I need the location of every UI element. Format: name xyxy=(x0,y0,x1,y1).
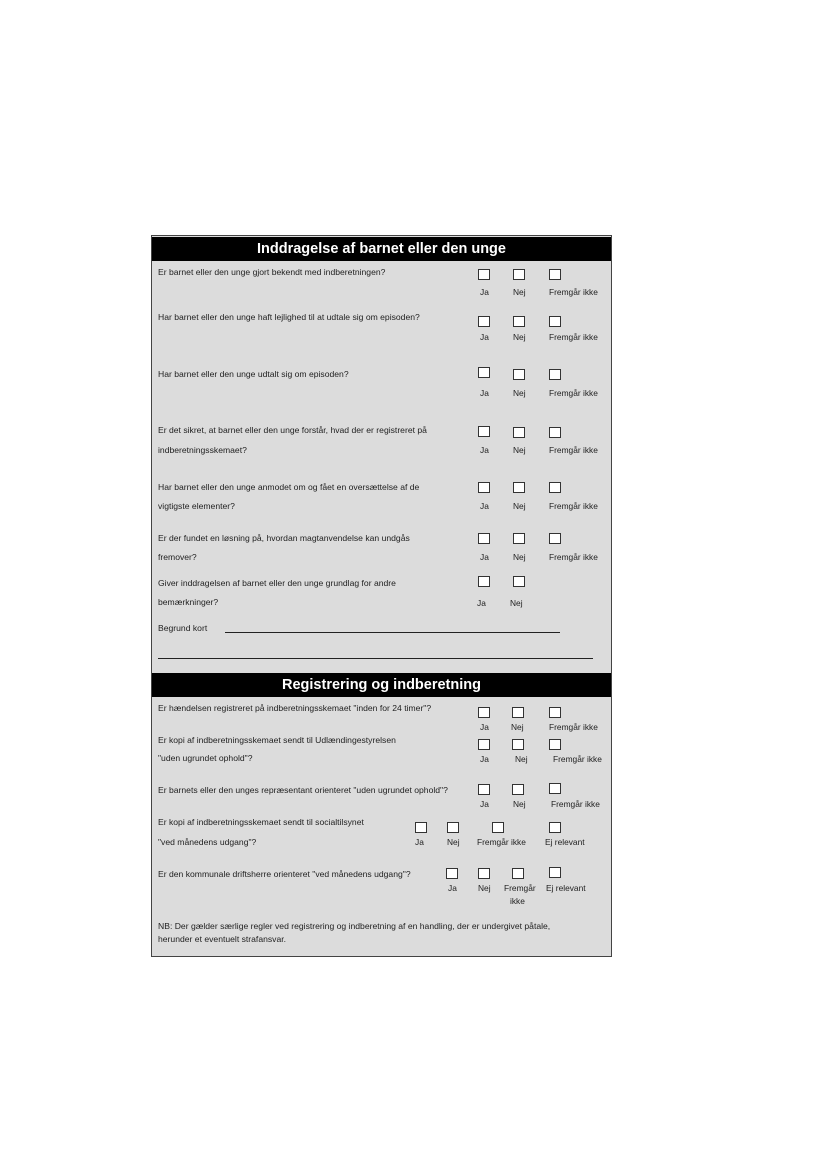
label-fremgaar-ikke: Fremgår ikke xyxy=(549,722,598,732)
begrund-kort-label: Begrund kort xyxy=(158,623,208,633)
label-ej-relevant: Ej relevant xyxy=(545,837,585,847)
label-nej: Nej xyxy=(513,388,526,398)
label-nej: Nej xyxy=(478,883,491,893)
label-nej: Nej xyxy=(513,799,526,809)
note-line1: NB: Der gælder særlige regler ved registrering og indberetning af en handling, der er undergivet påtale, xyxy=(158,921,551,931)
checkbox-reg2-nej[interactable] xyxy=(512,739,524,750)
label-fremgaar-ikke: Fremgår ikke xyxy=(549,388,598,398)
section-title-inddragelse: Inddragelse af barnet eller den unge xyxy=(152,237,611,261)
label-ja: Ja xyxy=(480,754,489,764)
checkbox-reg4-fremgaar[interactable] xyxy=(492,822,504,833)
checkbox-reg2-ja[interactable] xyxy=(478,739,490,750)
reg-question-1: Er hændelsen registreret på indberetningsskemaet "inden for 24 timer"? xyxy=(158,703,432,713)
checkbox-reg1-nej[interactable] xyxy=(512,707,524,718)
begrund-kort-line-2[interactable] xyxy=(158,658,593,659)
label-ej-relevant: Ej relevant xyxy=(546,883,586,893)
checkbox-reg5-ja[interactable] xyxy=(446,868,458,879)
checkbox-q4-nej[interactable] xyxy=(513,427,525,438)
reg-question-2-line2: "uden ugrundet ophold"? xyxy=(158,753,253,763)
label-nej: Nej xyxy=(513,501,526,511)
checkbox-reg4-nej[interactable] xyxy=(447,822,459,833)
checkbox-q6-nej[interactable] xyxy=(513,533,525,544)
question-6-line2: fremover? xyxy=(158,552,197,562)
checkbox-q2-ja[interactable] xyxy=(478,316,490,327)
question-3: Har barnet eller den unge udtalt sig om episoden? xyxy=(158,369,349,379)
checkbox-reg4-ja[interactable] xyxy=(415,822,427,833)
label-nej: Nej xyxy=(510,598,523,608)
checkbox-q5-ja[interactable] xyxy=(478,482,490,493)
label-nej: Nej xyxy=(513,445,526,455)
question-5-line2: vigtigste elementer? xyxy=(158,501,235,511)
checkbox-reg3-fremgaar[interactable] xyxy=(549,783,561,794)
checkbox-q3-ja[interactable] xyxy=(478,367,490,378)
label-ja: Ja xyxy=(480,332,489,342)
label-fremgaar-ikke: Fremgår ikke xyxy=(553,754,602,764)
checkbox-q1-nej[interactable] xyxy=(513,269,525,280)
checkbox-reg2-fremgaar[interactable] xyxy=(549,739,561,750)
section-title-registrering: Registrering og indberetning xyxy=(152,673,611,697)
checkbox-reg5-ej-relevant[interactable] xyxy=(549,867,561,878)
checkbox-reg3-nej[interactable] xyxy=(512,784,524,795)
checkbox-reg1-ja[interactable] xyxy=(478,707,490,718)
label-nej: Nej xyxy=(447,837,460,847)
question-4-line2: indberetningsskemaet? xyxy=(158,445,247,455)
question-5-line1: Har barnet eller den unge anmodet om og fået en oversættelse af de xyxy=(158,482,420,492)
label-fremgaar-ikke: Fremgår ikke xyxy=(549,332,598,342)
question-7-line1: Giver inddragelsen af barnet eller den unge grundlag for andre xyxy=(158,578,396,588)
reg-question-2-line1: Er kopi af indberetningsskemaet sendt til Udlændingestyrelsen xyxy=(158,735,396,745)
question-2: Har barnet eller den unge haft lejlighed til at udtale sig om episoden? xyxy=(158,312,420,322)
label-ja: Ja xyxy=(448,883,457,893)
reg-question-5: Er den kommunale driftsherre orienteret "ved månedens udgang"? xyxy=(158,869,411,879)
label-nej: Nej xyxy=(515,754,528,764)
label-fremgaar-ikke: Fremgår ikke xyxy=(549,287,598,297)
label-fremgaar-ikke: Fremgår ikke xyxy=(551,799,600,809)
checkbox-q3-fremgaar[interactable] xyxy=(549,369,561,380)
note-line2: herunder et eventuelt strafansvar. xyxy=(158,934,287,944)
checkbox-reg4-ej-relevant[interactable] xyxy=(549,822,561,833)
label-fremgaar-ikke: Fremgår ikke xyxy=(549,445,598,455)
label-ja: Ja xyxy=(480,799,489,809)
checkbox-q7-nej[interactable] xyxy=(513,576,525,587)
checkbox-q5-nej[interactable] xyxy=(513,482,525,493)
label-ikke: ikke xyxy=(510,896,525,906)
question-6-line1: Er der fundet en løsning på, hvordan magtanvendelse kan undgås xyxy=(158,533,410,543)
label-ja: Ja xyxy=(480,445,489,455)
label-ja: Ja xyxy=(480,388,489,398)
label-ja: Ja xyxy=(480,501,489,511)
label-nej: Nej xyxy=(513,552,526,562)
checkbox-q4-ja[interactable] xyxy=(478,426,490,437)
label-nej: Nej xyxy=(513,287,526,297)
label-fremgaar: Fremgår xyxy=(504,883,536,893)
checkbox-q2-nej[interactable] xyxy=(513,316,525,327)
label-nej: Nej xyxy=(513,332,526,342)
label-ja: Ja xyxy=(480,722,489,732)
checkbox-q1-ja[interactable] xyxy=(478,269,490,280)
question-4-line1: Er det sikret, at barnet eller den unge forstår, hvad der er registreret på xyxy=(158,425,427,435)
begrund-kort-line[interactable] xyxy=(225,632,560,633)
label-ja: Ja xyxy=(480,287,489,297)
checkbox-reg5-nej[interactable] xyxy=(478,868,490,879)
checkbox-reg3-ja[interactable] xyxy=(478,784,490,795)
label-ja: Ja xyxy=(480,552,489,562)
checkbox-q3-nej[interactable] xyxy=(513,369,525,380)
checkbox-q5-fremgaar[interactable] xyxy=(549,482,561,493)
label-ja: Ja xyxy=(477,598,486,608)
label-fremgaar-ikke: Fremgår ikke xyxy=(549,552,598,562)
reg-question-4-line1: Er kopi af indberetningsskemaet sendt til socialtilsynet xyxy=(158,817,364,827)
reg-question-3: Er barnets eller den unges repræsentant orienteret "uden ugrundet ophold"? xyxy=(158,785,448,795)
checkbox-q2-fremgaar[interactable] xyxy=(549,316,561,327)
label-ja: Ja xyxy=(415,837,424,847)
checkbox-q6-ja[interactable] xyxy=(478,533,490,544)
question-7-line2: bemærkninger? xyxy=(158,597,219,607)
label-fremgaar-ikke: Fremgår ikke xyxy=(549,501,598,511)
checkbox-q7-ja[interactable] xyxy=(478,576,490,587)
checkbox-q6-fremgaar[interactable] xyxy=(549,533,561,544)
form-panel xyxy=(151,235,612,957)
checkbox-q1-fremgaar[interactable] xyxy=(549,269,561,280)
checkbox-reg5-fremgaar[interactable] xyxy=(512,868,524,879)
checkbox-reg1-fremgaar[interactable] xyxy=(549,707,561,718)
question-1: Er barnet eller den unge gjort bekendt med indberetningen? xyxy=(158,267,386,277)
label-fremgaar-ikke: Fremgår ikke xyxy=(477,837,526,847)
checkbox-q4-fremgaar[interactable] xyxy=(549,427,561,438)
label-nej: Nej xyxy=(511,722,524,732)
reg-question-4-line2: "ved månedens udgang"? xyxy=(158,837,257,847)
